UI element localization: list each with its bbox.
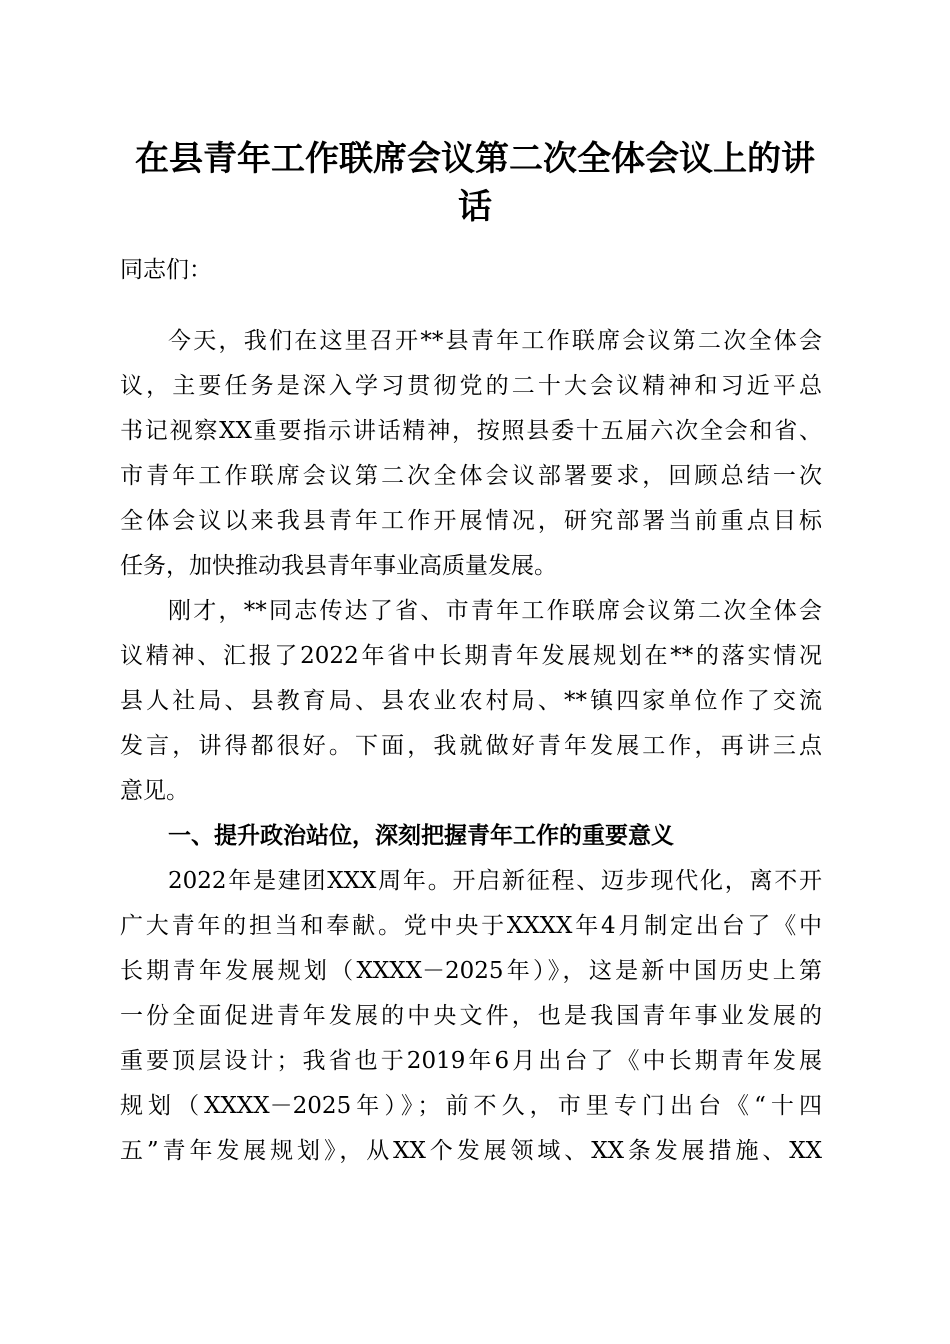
paragraph-line: 发言，讲得都很好。下面，我就做好青年发展工作，再讲三点 xyxy=(120,733,822,759)
paragraph-line: 全体会议以来我县青年工作开展情况，研究部署当前重点目标 xyxy=(120,508,822,534)
section-heading: 一、提升政治站位，深刻把握青年工作的重要意义 xyxy=(168,823,674,849)
paragraph-line: 书记视察XX重要指示讲话精神，按照县委十五届六次全会和省、 xyxy=(120,418,822,444)
paragraph-line: 任务，加快推动我县青年事业高质量发展。 xyxy=(120,553,557,579)
paragraph-line: 县人社局、县教育局、县农业农村局、**镇四家单位作了交流 xyxy=(120,688,822,714)
paragraph-line: 重要顶层设计；我省也于2019年6月出台了《中长期青年发展 xyxy=(120,1048,822,1074)
paragraph-line: 2022年是建团XXX周年。开启新征程、迈步现代化，离不开 xyxy=(168,868,822,894)
paragraph-line: 议，主要任务是深入学习贯彻党的二十大会议精神和习近平总 xyxy=(120,373,822,399)
title-line: 话 xyxy=(458,187,492,227)
paragraph-line: 市青年工作联席会议第二次全体会议部署要求，回顾总结一次 xyxy=(120,463,822,489)
paragraph-line: 意见。 xyxy=(120,778,189,804)
paragraph-line: 广大青年的担当和奉献。党中央于XXXX年4月制定出台了《中 xyxy=(120,913,822,939)
paragraph-line: 今天，我们在这里召开**县青年工作联席会议第二次全体会 xyxy=(168,328,822,354)
title-line: 在县青年工作联席会议第二次全体会议上的讲 xyxy=(135,139,815,179)
paragraph-line: 一份全面促进青年发展的中央文件，也是我国青年事业发展的 xyxy=(120,1003,822,1029)
paragraph-line: 同志们： xyxy=(120,257,212,283)
paragraph-line: 规划（XXXX－2025年）》；前不久，市里专门出台《“十四 xyxy=(120,1093,822,1119)
paragraph-line: 议精神、汇报了2022年省中长期青年发展规划在**的落实情况 xyxy=(120,643,822,669)
paragraph-line: 刚才，**同志传达了省、市青年工作联席会议第二次全体会 xyxy=(168,598,822,624)
paragraph-line: 五”青年发展规划》，从XX个发展领域、XX条发展措施、XX xyxy=(120,1138,822,1164)
paragraph-line: 长期青年发展规划（XXXX－2025年）》，这是新中国历史上第 xyxy=(120,958,822,984)
